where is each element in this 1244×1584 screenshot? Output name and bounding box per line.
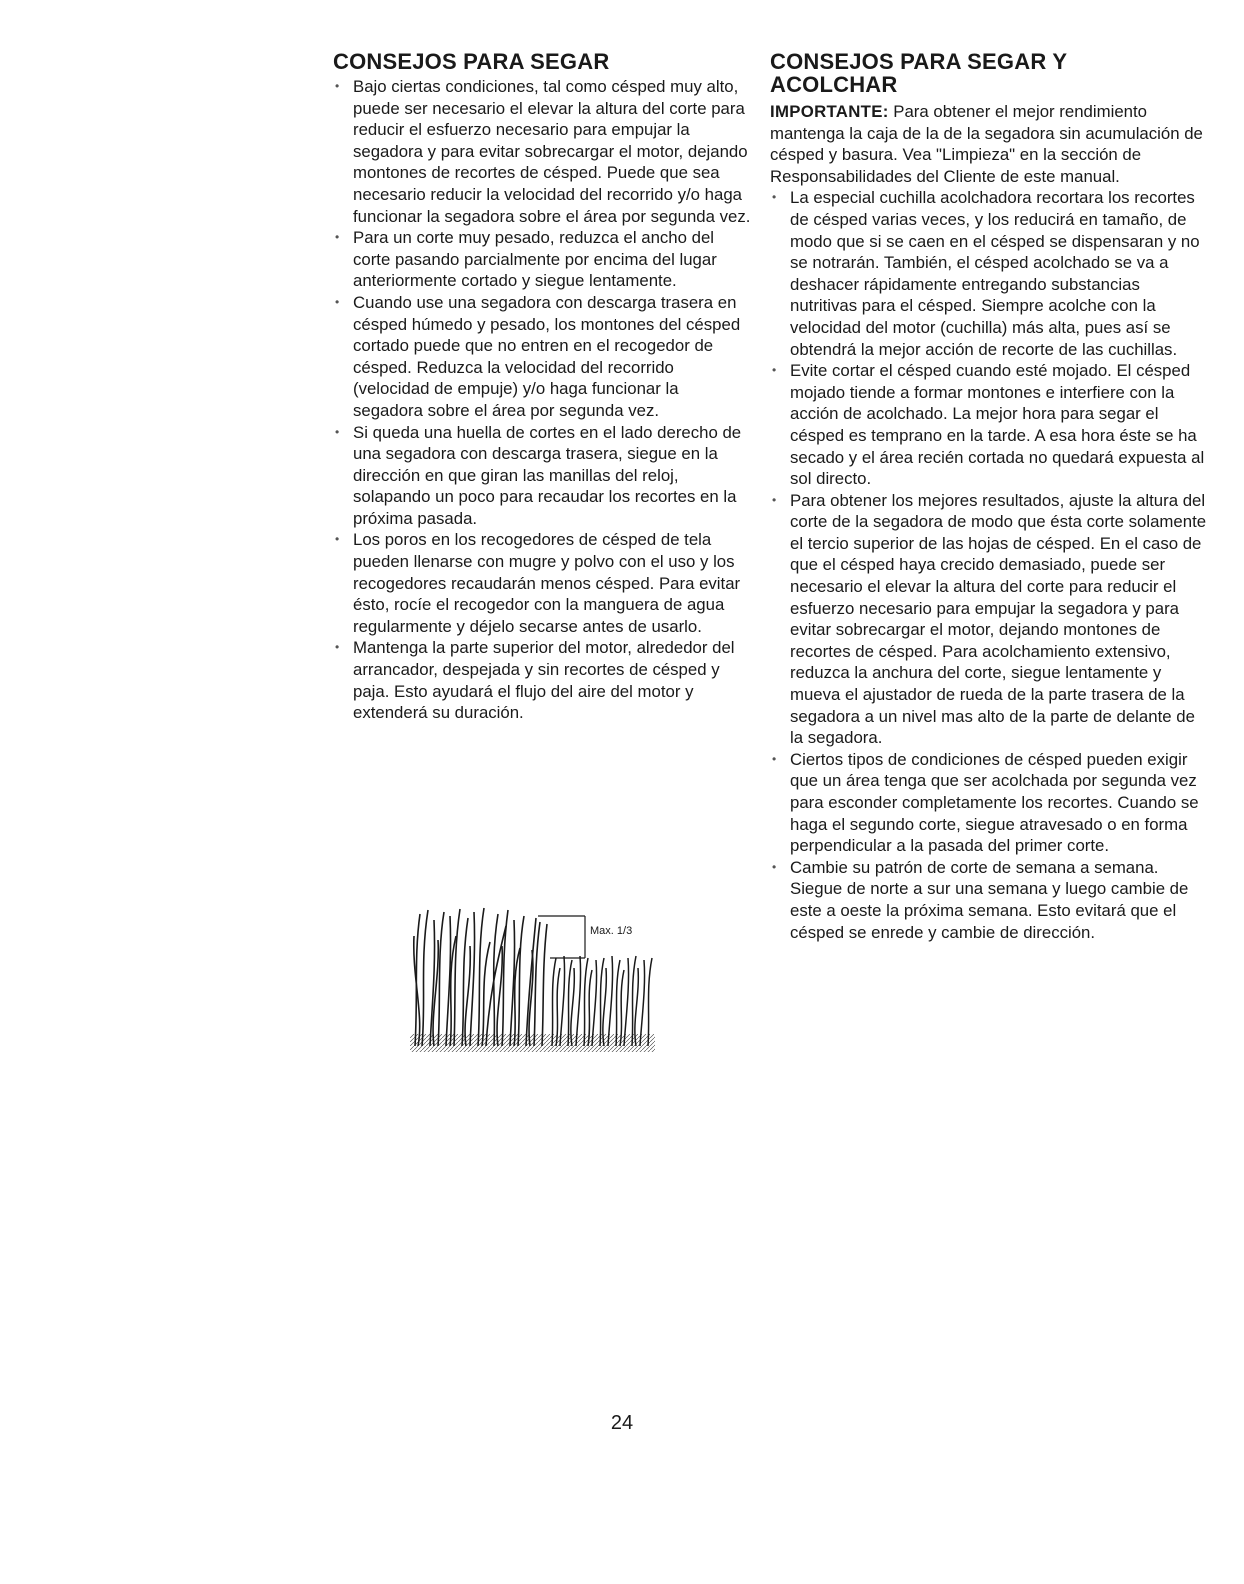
important-text: Para obtener el mejor rendimiento mantenga la caja de la de la segadora sin acumulación de césped y basura. Vea "Limpieza" en la sección de Responsabilidades del Cliente de este manual. [770, 102, 1203, 186]
list-item: • Ciertos tipos de condiciones de césped pueden exigir que un área tenga que ser acolchada por segunda vez para esconder completamente los recortes. Cuando se haga el segundo corte, siegue atravesado o en forma perpendicular a la pasada del primer corte. [770, 749, 1210, 857]
list-item: • Para un corte muy pesado, reduzca el ancho del corte pasando parcialmente por encima del lugar anteriormente cortado y siegue lentamente. [333, 227, 753, 292]
important-label: IMPORTANTE: [770, 102, 889, 121]
section-title-consejos-segar-acolchar [770, 50, 1210, 96]
max-height-label: Max. 1/3 [590, 925, 633, 937]
cut-grass-blades [552, 956, 652, 1046]
right-bullet-list [770, 187, 1210, 943]
list-item: • Si queda una huella de cortes en el lado derecho de una segadora con descarga trasera, siegue en la dirección en que giran las manillas del reloj, solapando un poco para recaudar los recortes en la próxima pasada. [333, 422, 753, 530]
list-item: • Para obtener los mejores resultados, ajuste la altura del corte de la segadora de modo que ésta corte solamente el tercio superior de las hojas de césped. En el caso de que el césped haya crecido demasiado, puede ser necesario el elevar la altura del corte para reducir el esfuerzo necesario para empujar la segadora y para evitar sobrecargar el motor, dejando montones de recortes de césped. Para acolchamiento extensivo, reduzca la anchura del corte, siegue lentamente y mueva el ajustador de rueda de la parte trasera de la segadora a un nivel mas alto de la parte de delante de la segadora. [770, 490, 1210, 749]
section-title-consejos-segar: CONSEJOS PARA SEGAR [333, 49, 610, 74]
list-item: • Cuando use una segadora con descarga trasera en césped húmedo y pesado, los montones del césped cortado puede que no entren en el recogedor de césped. Reduzca la velocidad del recorrido (velocidad de empuje) y/o haga funcionar la segadora sobre el área por segunda vez. [333, 292, 753, 422]
left-column [333, 50, 753, 724]
right-column [770, 50, 1210, 943]
list-item: • Los poros en los recogedores de césped de tela pueden llenarse con mugre y polvo con el uso y los recogedores recaudarán menos césped. Para evitar ésto, rocíe el recogedor con la manguera de agua regularmente y déjelo secarse antes de usarlo. [333, 529, 753, 637]
tall-grass-blades [414, 908, 547, 1046]
important-paragraph [770, 101, 1210, 187]
page-number: 24 [610, 1412, 634, 1434]
list-item: • Mantenga la parte superior del motor, alrededor del arrancador, despejada y sin recortes de césped y paja. Esto ayudará el flujo del aire del motor y extenderá su duración. [333, 637, 753, 723]
list-item: • La especial cuchilla acolchadora recortara los recortes de césped varias veces, y los reducirá en tamaño, de modo que si se caen en el césped se dispensaran y no se notrarán. También, el césped acolchado se va a deshacer rápidamente entregando substancias nutritivas para el césped. Siempre acolche con la velocidad del motor (cuchilla) más alta, pues así se obtendrá la mejor acción de recorte de las cuchillas. [770, 187, 1210, 360]
grass-cut-height-illustration [410, 906, 660, 1056]
list-item: • Evite cortar el césped cuando esté mojado. El césped mojado tiende a formar montones e interfiere con la acción de acolchado. La mejor hora para segar el césped es temprano en la tarde. A esa hora éste se ha secado y el área recién cortada no quedará expuesta al sol directo. [770, 360, 1210, 490]
left-bullet-list [333, 76, 753, 724]
title-line-1: CONSEJOS PARA SEGAR Y [770, 49, 1068, 74]
title-line-2: ACOLCHAR [770, 72, 898, 97]
grass-icon [410, 906, 660, 1056]
list-item: • Bajo ciertas condiciones, tal como césped muy alto, puede ser necesario el elevar la altura del corte para reducir el esfuerzo necesario para empujar la segadora y para evitar sobrecargar el motor, dejando montones de recortes de césped. Puede que sea necesario reducir la velocidad del recorrido y/o haga funcionar la segadora sobre el área por segunda vez. [333, 76, 753, 227]
list-item: • Cambie su patrón de corte de semana a semana. Siegue de norte a sur una semana y luego cambie de este a oeste la próxima semana. Esto evitará que el césped se enrede y cambie de dirección. [770, 857, 1210, 943]
